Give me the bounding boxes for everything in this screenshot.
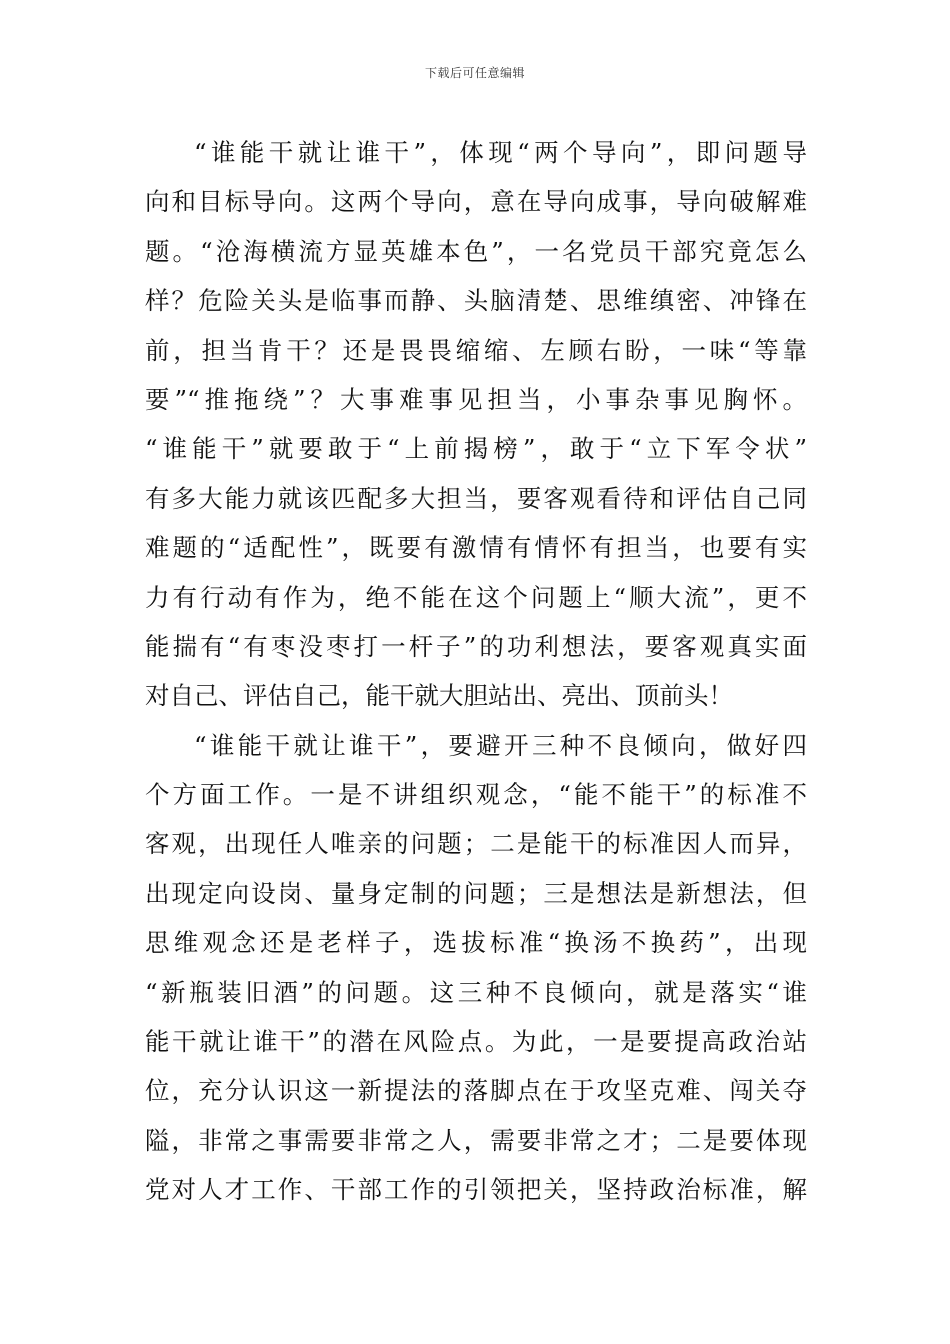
text-line: 个方面工作。一是不讲组织观念，“能不能干”的标准不 xyxy=(145,780,807,810)
text-line: 向和目标导向。这两个导向，意在导向成事，导向破解难 xyxy=(145,187,807,217)
text-line: 题。“沧海横流方显英雄本色”，一名党员干部究竟怎么 xyxy=(145,236,807,266)
document-body xyxy=(145,128,807,1215)
text-line: “新瓶装旧酒”的问题。这三种不良倾向，就是落实“谁 xyxy=(145,977,807,1007)
text-line: 有多大能力就该匹配多大担当，要客观看待和评估自己同 xyxy=(145,483,807,513)
paragraph-1 xyxy=(145,128,807,721)
text-line: 样？危险关头是临事而静、头脑清楚、思维缜密、冲锋在 xyxy=(145,286,807,316)
paragraph-2 xyxy=(145,721,807,1215)
text-line: 位，充分认识这一新提法的落脚点在于攻坚克难、闯关夺 xyxy=(145,1076,807,1106)
text-line: 客观，出现任人唯亲的问题；二是能干的标准因人而异， xyxy=(145,829,807,859)
page-header: 下载后可任意编辑 xyxy=(424,66,525,80)
text-line: 难题的“适配性”，既要有激情有情怀有担当，也要有实 xyxy=(145,533,807,563)
text-line: 隘，非常之事需要非常之人，需要非常之才；二是要体现 xyxy=(145,1125,807,1155)
text-line: “谁能干就让谁干”，要避开三种不良倾向，做好四 xyxy=(194,730,807,760)
text-line: “谁能干就让谁干”，体现“两个导向”，即问题导 xyxy=(194,138,807,167)
text-line: 能干就让谁干”的潜在风险点。为此，一是要提高政治站 xyxy=(145,1027,807,1057)
text-line: “谁能干”就要敢于“上前揭榜”，敢于“立下军令状” xyxy=(145,434,807,464)
text-line: 出现定向设岗、量身定制的问题；三是想法是新想法，但 xyxy=(145,878,807,908)
text-line: 能揣有“有枣没枣打一杆子”的功利想法，要客观真实面 xyxy=(145,631,807,661)
text-line: 前，担当肯干？还是畏畏缩缩、左顾右盼，一味“等靠 xyxy=(145,335,807,365)
text-line: 思维观念还是老样子，选拔标准“换汤不换药”，出现 xyxy=(145,928,807,958)
text-line: 要”“推拖绕”？大事难事见担当，小事杂事见胸怀。 xyxy=(145,384,807,414)
text-line: 对自己、评估自己，能干就大胆站出、亮出、顶前头！ xyxy=(145,681,733,711)
text-line: 党对人才工作、干部工作的引领把关，坚持政治标准，解 xyxy=(145,1175,807,1205)
text-line: 力有行动有作为，绝不能在这个问题上“顺大流”，更不 xyxy=(145,582,807,612)
